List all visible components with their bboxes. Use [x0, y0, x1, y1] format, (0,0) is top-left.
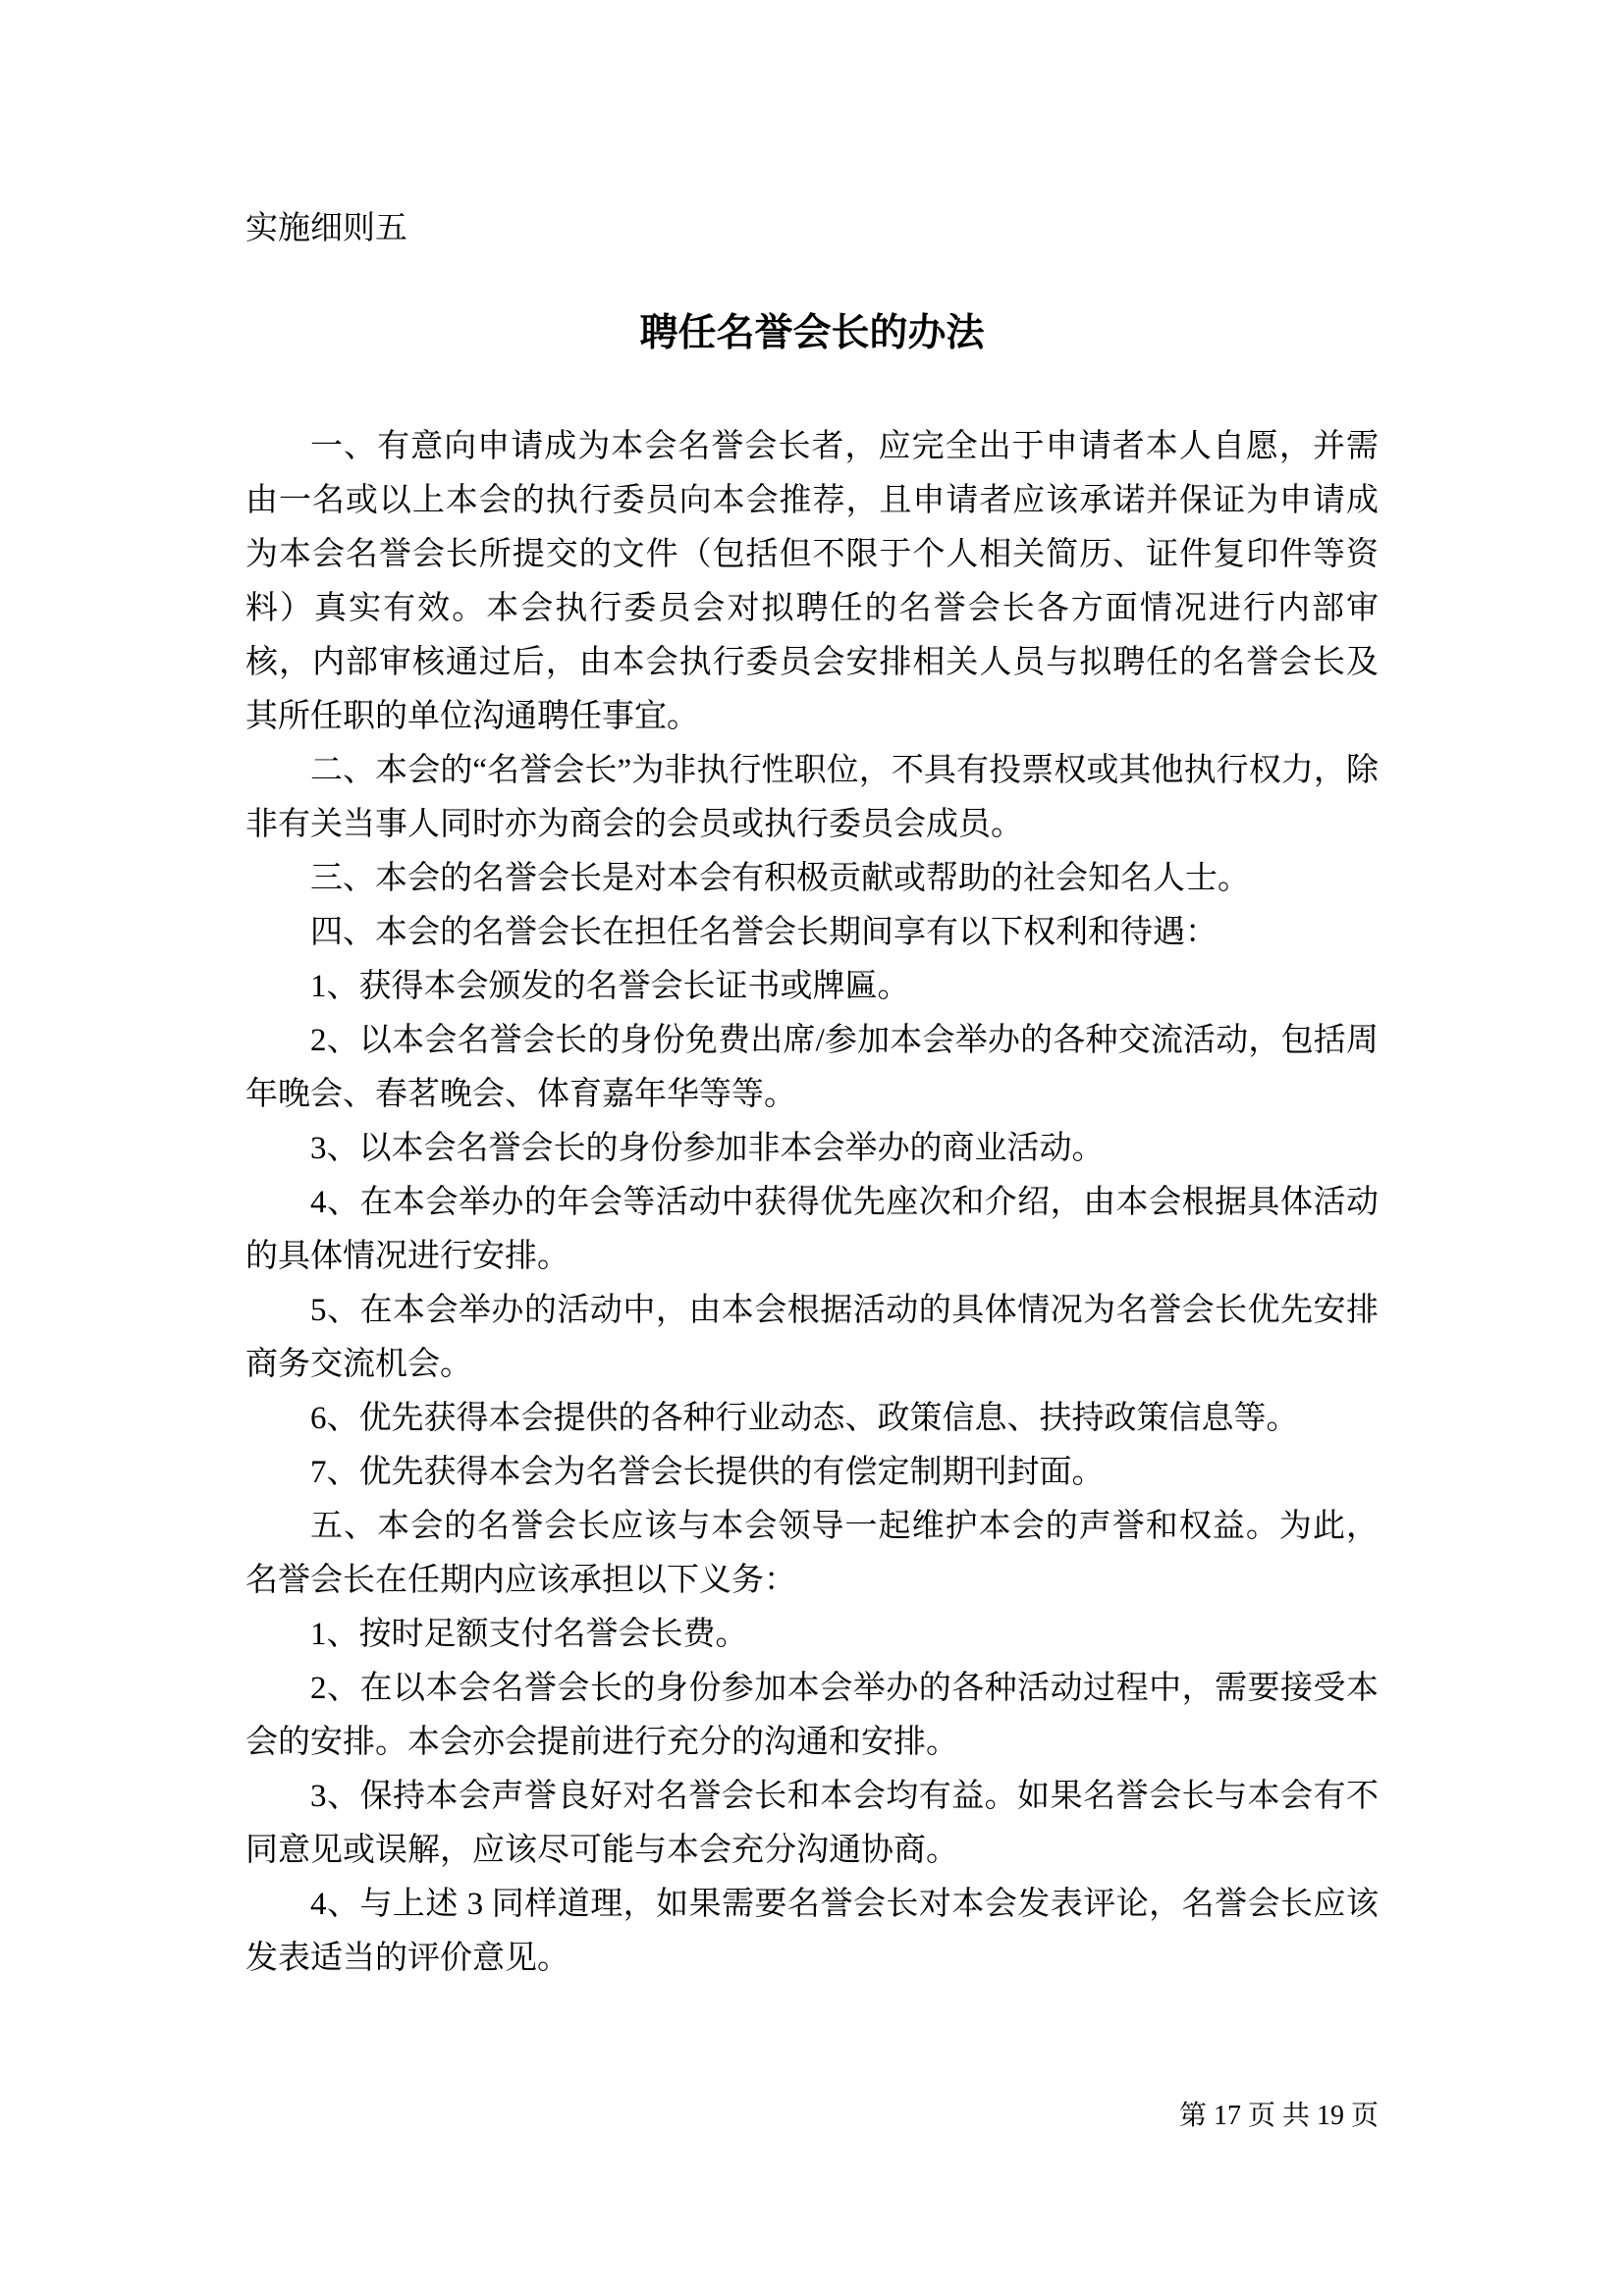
document-body [245, 420, 1379, 1986]
paragraph: 3、保持本会声誉良好对名誉会长和本会均有益。如果名誉会长与本会有不同意见或误解，应该尽可能与本会充分沟通协商。 [245, 1779, 1379, 1868]
paragraph: 二、本会的“名誉会长”为非执行性职位，不具有投票权或其他执行权力，除非有关当事人同时亦为商会的会员或执行委员会成员。 [245, 753, 1379, 842]
paragraph: 4、在本会举办的年会等活动中获得优先座次和介绍，由本会根据具体活动的具体情况进行安排。 [245, 1185, 1379, 1274]
page-number: 第 17 页 共 19 页 [1178, 2101, 1379, 2131]
section-label: 实施细则五 [245, 211, 407, 246]
paragraph: 6、优先获得本会提供的各种行业动态、政策信息、扶持政策信息等。 [310, 1401, 1299, 1436]
paragraph: 1、获得本会颁发的名誉会长证书或牌匾。 [310, 969, 910, 1004]
paragraph: 五、本会的名誉会长应该与本会领导一起维护本会的声誉和权益。为此，名誉会长在任期内应该承担以下义务： [245, 1509, 1379, 1598]
paragraph: 一、有意向申请成为本会名誉会长者，应完全出于申请者本人自愿，并需由一名或以上本会的执行委员向本会推荐，且申请者应该承诺并保证为申请成为本会名誉会长所提交的文件（包括但不限于个人相关简历、证件复印件等资料）真实有效。本会执行委员会对拟聘任的名誉会长各方面情况进行内部审核，内部审核通过后，由本会执行委员会安排相关人员与拟聘任的名誉会长及其所任职的单位沟通聘任事宜。 [245, 429, 1379, 734]
paragraph: 1、按时足额支付名誉会长费。 [310, 1617, 748, 1652]
paragraph: 三、本会的名誉会长是对本会有积极贡献或帮助的社会知名人士。 [310, 861, 1250, 896]
paragraph: 2、在以本会名誉会长的身份参加本会举办的各种活动过程中，需要接受本会的安排。本会亦会提前进行充分的沟通和安排。 [245, 1671, 1379, 1760]
paragraph: 4、与上述 3 同样道理，如果需要名誉会长对本会发表评论，名誉会长应该发表适当的评价意见。 [245, 1887, 1379, 1976]
page-title: 聘任名誉会长的办法 [639, 312, 985, 354]
paragraph: 5、在本会举办的活动中，由本会根据活动的具体情况为名誉会长优先安排商务交流机会。 [245, 1293, 1379, 1382]
paragraph: 2、以本会名誉会长的身份免费出席/参加本会举办的各种交流活动，包括周年晚会、春茗晚会、体育嘉年华等等。 [245, 1023, 1379, 1112]
paragraph: 7、优先获得本会为名誉会长提供的有偿定制期刊封面。 [310, 1455, 1105, 1490]
paragraph: 四、本会的名誉会长在担任名誉会长期间享有以下权利和待遇： [310, 915, 1218, 950]
paragraph: 3、以本会名誉会长的身份参加非本会举办的商业活动。 [310, 1131, 1105, 1166]
